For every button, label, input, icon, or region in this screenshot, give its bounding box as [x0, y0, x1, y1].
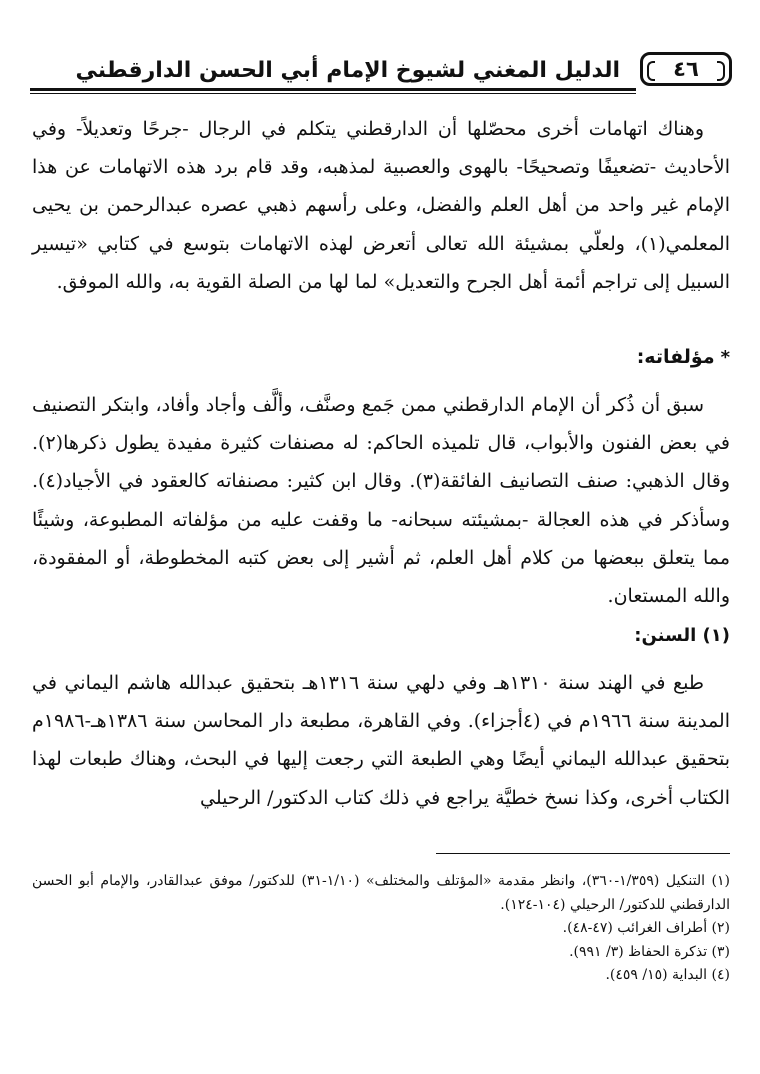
- footnote-2: (٢) أطراف الغرائب (٤٧-٤٨).: [562, 920, 730, 936]
- footnote-1: (١) التنكيل (١/٣٥٩-٣٦٠)، وانظر مقدمة «المؤتلف والمختلف» (١/١٠-٣١) للدكتور/ موفق عبدالقادر، والإمام أبو الحسن الدارقطني للدكتور/ الرحيلي (١٠٤-١٢٤).: [32, 873, 730, 913]
- sunan-paragraph: طبع في الهند سنة ١٣١٠هـ وفي دلهي سنة ١٣١٦هـ بتحقيق عبدالله هاشم اليماني في المدينة سنة ١٩٦٦م في (٤أجزاء). وفي القاهرة، مطبعة دار المحاسن سنة ١٣٨٦هـ-١٩٨٦م بتحقيق عبدالله اليماني أيضًا وهي الطبعة التي رجعت إليها في البحث، وهناك طبعات لهذا الكتاب أخرى، وكذا نسخ خطيَّة يراجع في ذلك كتاب الدكتور/ الرحيلي: [32, 672, 730, 809]
- asterisk-marker: *: [720, 347, 730, 368]
- works-paragraph: سبق أن ذُكر أن الإمام الدارقطني ممن جَمع وصنَّف، وألَّف وأجاد وأفاد، وابتكر التصنيف في بعض الفنون والأبواب، قال تلميذه الحاكم: له مصنفات كثيرة مفيدة يطول ذكرها(٢). وقال الذهبي: صنف التصانيف الفائقة(٣). وقال ابن كثير: مصنفاته كالعقود في الأجياد(٤). وسأذكر في هذه العجالة -بمشيئته سبحانه- ما وقفت عليه من مؤلفاته المطبوعة، وشيئًا مما يتعلق ببعضها من كلام أهل العلم، ثم أشير إلى بعض كتبه المخطوطة، أو المفقودة، والله المستعان.: [32, 394, 730, 608]
- intro-paragraph: وهناك اتهامات أخرى محصّلها أن الدارقطني يتكلم في الرجال -جرحًا وتعديلاً- وفي الأحاديث -تضعيفًا وتصحيحًا- بالهوى والعصبية لمذهبه، وقد قام برد هذه الاتهامات عن هذا الإمام غير واحد من أهل العلم والفضل، وعلى رأسهم ذهبي عصره عبدالرحمن بن يحيى المعلمي(١)، ولعلّي بمشيئة الله تعالى أتعرض لهذه الاتهامات بتوسع في كتابي «تيسير السبيل إلى تراجم أئمة أهل الجرح والتعديل» لما لها من الصلة القوية به، والله الموفق.: [32, 118, 730, 293]
- header-rule-thin: [30, 93, 636, 94]
- page-number-frame: [640, 52, 732, 86]
- running-title: الدليل المغني لشيوخ الإمام أبي الحسن الدارقطني: [75, 58, 620, 83]
- footnote-3: (٣) تذكرة الحفاظ (٣/ ٩٩١).: [569, 943, 730, 960]
- page-number: ٤٦: [673, 57, 699, 81]
- works-text: [32, 386, 730, 615]
- header-rule-thick: [30, 88, 636, 91]
- intro-text: [32, 110, 730, 301]
- footnote-separator: [436, 853, 730, 854]
- footnotes: [32, 870, 730, 988]
- sunan-heading: (١) السنن:: [634, 625, 730, 646]
- works-heading: [637, 340, 730, 375]
- works-heading-text: مؤلفاته:: [636, 346, 715, 368]
- sunan-text: [32, 664, 730, 817]
- running-header: [30, 52, 732, 94]
- footnote-4: (٤) البداية (١٥/ ٤٥٩).: [605, 967, 730, 983]
